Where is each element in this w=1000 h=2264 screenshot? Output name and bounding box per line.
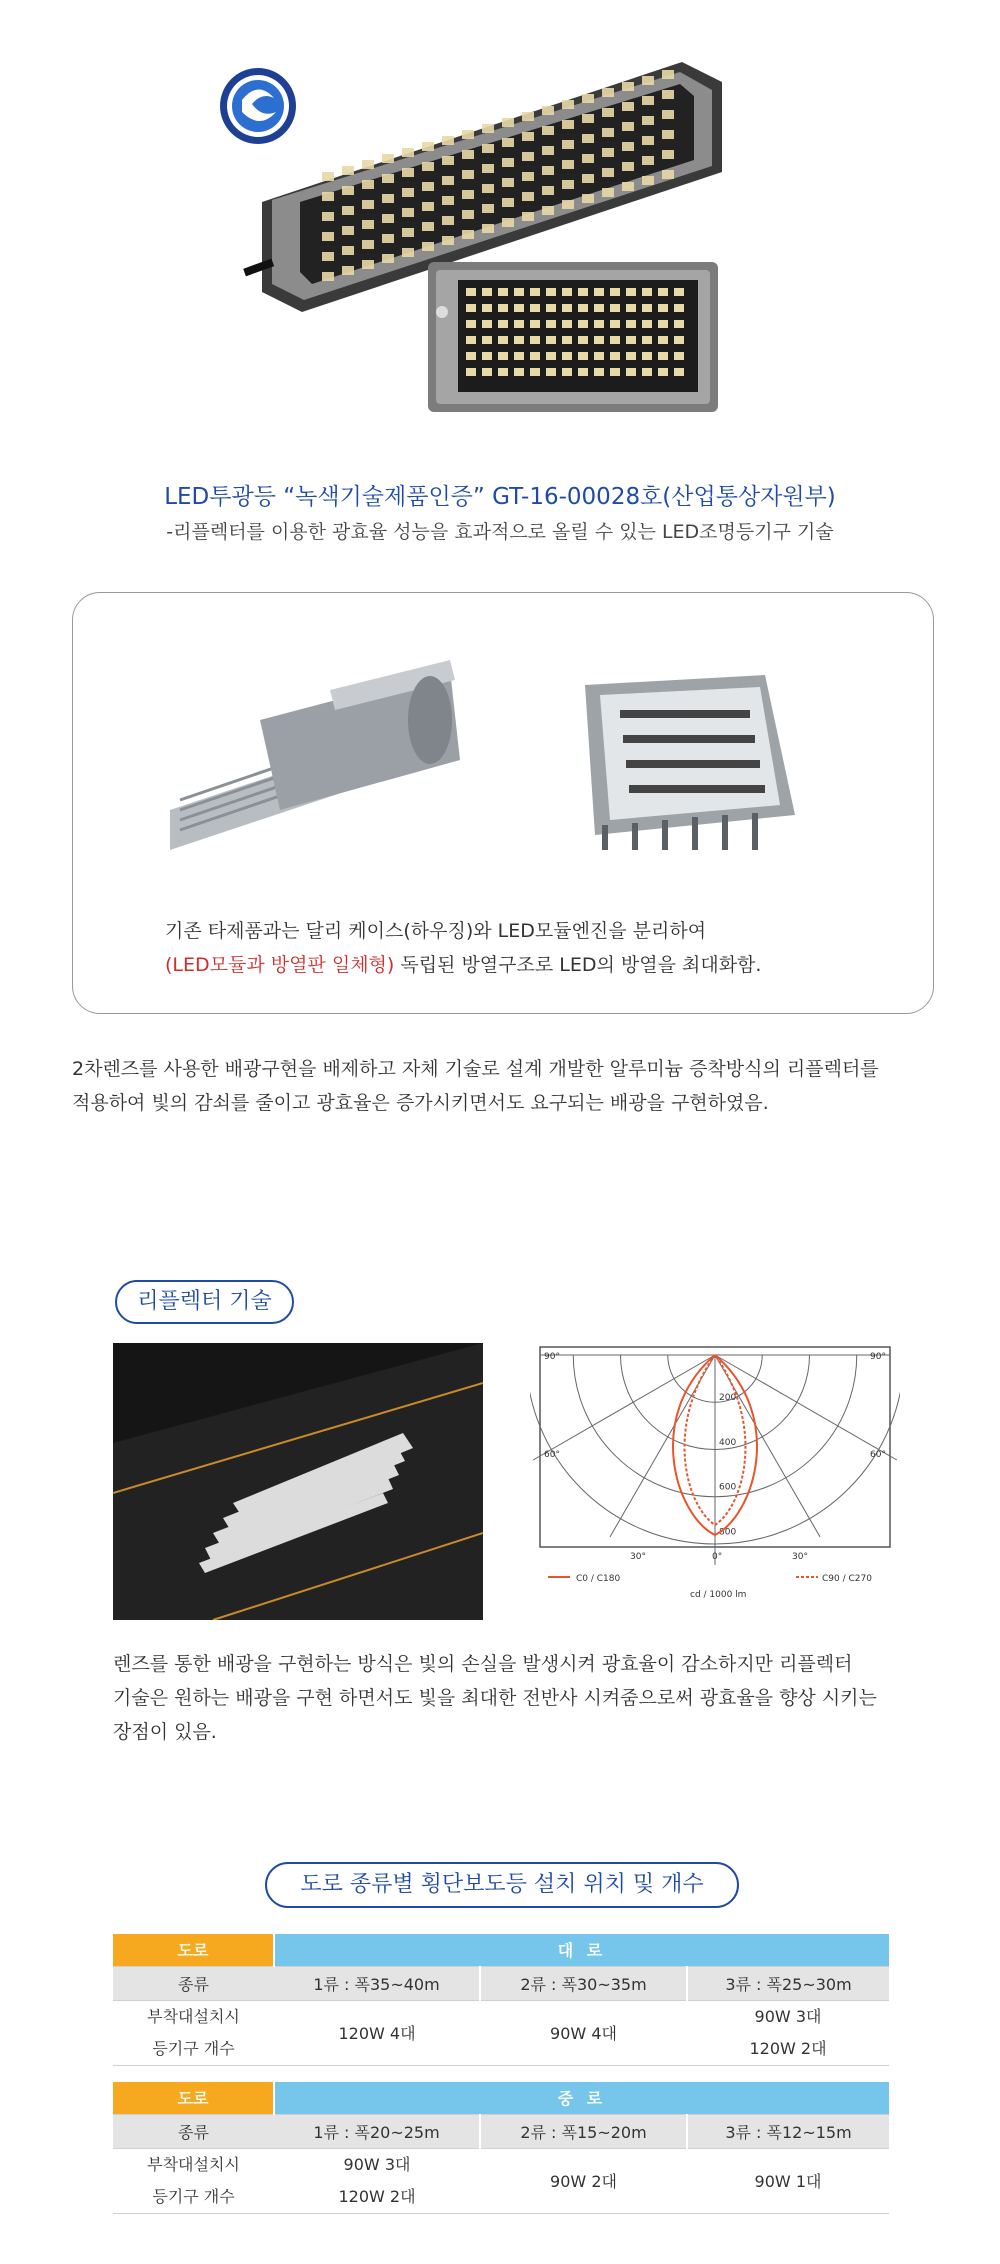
large-count-1: 120W 4대 bbox=[274, 2000, 480, 2065]
led-module-engine-image bbox=[565, 665, 815, 855]
polar-angle-label: 30° bbox=[630, 1552, 646, 1562]
paragraph1-line2: 적용하여 빛의 감쇠를 줄이고 광효율은 증가시키면서도 요구되는 배광을 구현하였음. bbox=[72, 1092, 769, 1114]
polar-angle-label: 30° bbox=[792, 1552, 808, 1562]
large-type-3: 3류 : 폭25~30m bbox=[687, 1966, 889, 2000]
module-box-highlight: (LED모듈과 방열판 일체형) bbox=[165, 954, 395, 976]
paragraph1-line1: 2차렌즈를 사용한 배광구현을 배제하고 자체 기술로 설계 개발한 알루미늄 증착방식의 리플렉터를 bbox=[72, 1058, 879, 1080]
medium-count-label-2: 등기구 개수 bbox=[152, 2186, 235, 2206]
large-type-1: 1류 : 폭35~40m bbox=[274, 1966, 480, 2000]
polar-distribution-chart bbox=[530, 1345, 900, 1615]
polar-radial-label: 600 bbox=[719, 1482, 737, 1493]
polar-unit-label: cd / 1000 lm bbox=[690, 1590, 747, 1600]
legend-c0-label: C0 / C180 bbox=[576, 1574, 621, 1584]
install-section-title: 도로 종류별 횡단보도등 설치 위치 및 개수 bbox=[265, 1862, 739, 1908]
large-count-3 bbox=[687, 2000, 889, 2065]
large-count-3a: 90W 3대 bbox=[754, 2006, 822, 2026]
headline-subtitle: -리플렉터를 이용한 광효율 성능을 효과적으로 올릴 수 있는 LED조명등기구 기술 bbox=[166, 521, 834, 543]
large-count-label-2: 등기구 개수 bbox=[152, 2038, 235, 2058]
large-count-3b: 120W 2대 bbox=[749, 2038, 827, 2058]
medium-count-2: 90W 2대 bbox=[480, 2148, 687, 2213]
polar-angle-label: 90° bbox=[544, 1352, 560, 1362]
medium-count-label-1: 부착대설치시 bbox=[147, 2154, 240, 2174]
medium-road-label: 도로 bbox=[113, 2082, 274, 2114]
polar-angle-label: 0° bbox=[712, 1552, 723, 1562]
crosswalk-night-photo bbox=[113, 1343, 483, 1620]
medium-count-1a: 90W 3대 bbox=[343, 2154, 411, 2174]
large-road-label: 도로 bbox=[113, 1934, 274, 1966]
module-box-line2 bbox=[165, 948, 865, 982]
large-count-2: 90W 4대 bbox=[480, 2000, 687, 2065]
legend-c90-label: C90 / C270 bbox=[822, 1574, 872, 1584]
large-count-label-1: 부착대설치시 bbox=[147, 2006, 240, 2026]
medium-count-label bbox=[113, 2148, 274, 2213]
headline-title: LED투광등 “녹색기술제품인증” GT-16-00028호(산업통상자원부) bbox=[164, 484, 836, 510]
polar-angle-label: 60° bbox=[870, 1450, 886, 1460]
medium-type-label: 종류 bbox=[113, 2114, 274, 2148]
led-floodlight-illustration bbox=[0, 0, 1000, 440]
heatsink-housing-image bbox=[150, 650, 470, 850]
hero-product-image bbox=[0, 0, 1000, 440]
medium-count-1 bbox=[274, 2148, 480, 2213]
medium-type-1: 1류 : 폭20~25m bbox=[274, 2114, 480, 2148]
paragraph2-line2: 기술은 원하는 배광을 구현 하면서도 빛을 최대한 전반사 시켜줌으로써 광효율을 향상 시키는 bbox=[113, 1687, 877, 1709]
large-type-2: 2류 : 폭30~35m bbox=[480, 1966, 687, 2000]
reflector-section-title: 리플렉터 기술 bbox=[115, 1280, 294, 1324]
module-box-line1: 기존 타제품과는 달리 케이스(하우징)와 LED모듈엔진을 분리하여 bbox=[165, 920, 707, 942]
large-type-label: 종류 bbox=[113, 1966, 274, 2000]
medium-count-3: 90W 1대 bbox=[687, 2148, 889, 2213]
large-road-table bbox=[113, 1934, 889, 2066]
medium-road-type: 중 로 bbox=[274, 2082, 889, 2114]
medium-road-table bbox=[113, 2082, 889, 2214]
large-road-type: 대 로 bbox=[274, 1934, 889, 1966]
green-certification-seal bbox=[220, 68, 296, 144]
polar-angle-label: 60° bbox=[544, 1450, 560, 1460]
polar-angle-label: 90° bbox=[870, 1352, 886, 1362]
medium-type-3: 3류 : 폭12~15m bbox=[687, 2114, 889, 2148]
polar-radial-label: 800 bbox=[719, 1527, 737, 1538]
paragraph2-line3: 장점이 있음. bbox=[113, 1721, 217, 1743]
module-box-line2-rest: 독립된 방열구조로 LED의 방열을 최대화함. bbox=[394, 954, 762, 976]
large-count-label bbox=[113, 2000, 274, 2065]
polar-radial-label: 400 bbox=[719, 1437, 737, 1448]
medium-type-2: 2류 : 폭15~20m bbox=[480, 2114, 687, 2148]
paragraph2-line1: 렌즈를 통한 배광을 구현하는 방식은 빛의 손실을 발생시켜 광효율이 감소하지만 리플렉터 bbox=[113, 1653, 853, 1675]
medium-count-1b: 120W 2대 bbox=[338, 2186, 416, 2206]
polar-radial-label: 200 bbox=[719, 1392, 737, 1403]
